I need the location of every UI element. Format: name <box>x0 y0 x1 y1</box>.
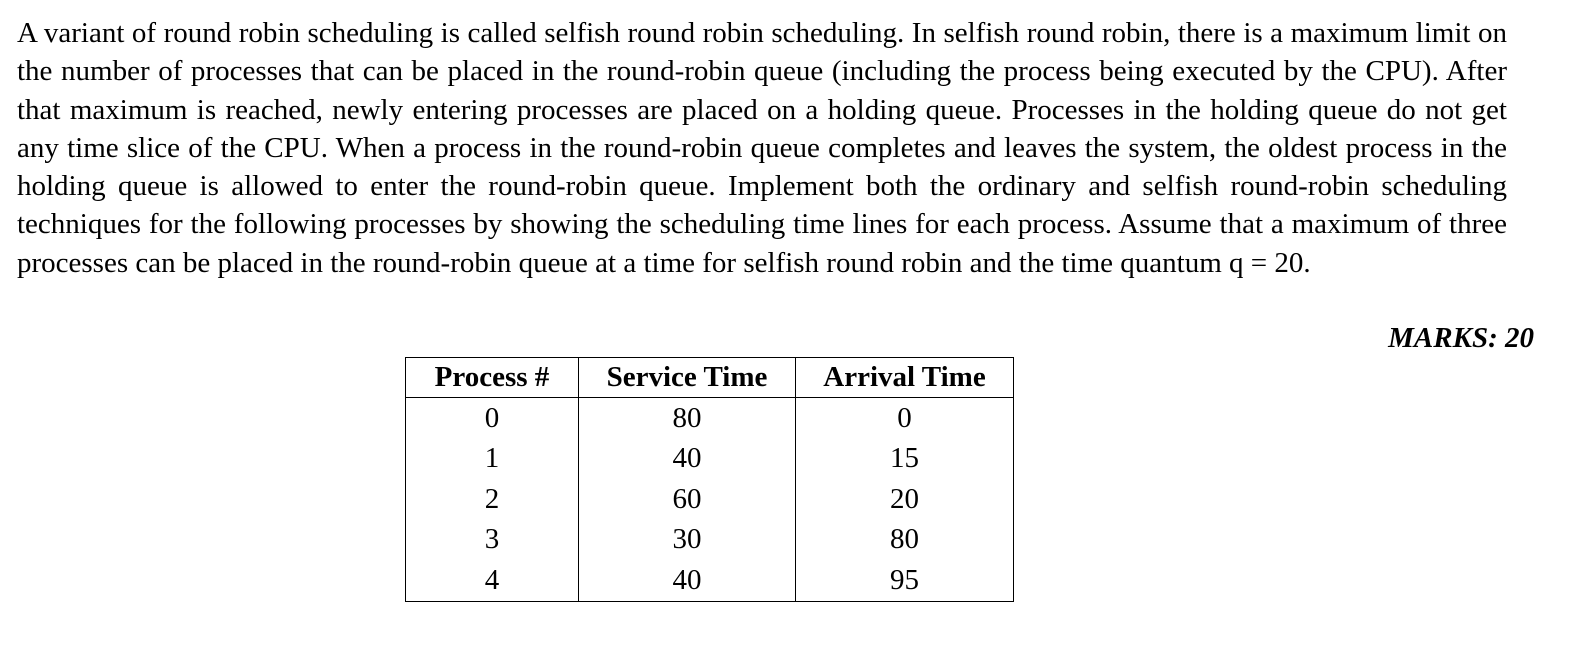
cell-arrival-time: 0 <box>796 398 1014 439</box>
cell-arrival-time: 95 <box>796 560 1014 601</box>
cell-arrival-time: 20 <box>796 479 1014 520</box>
cell-service-time: 40 <box>579 560 796 601</box>
cell-process-number: 0 <box>406 398 579 439</box>
cell-process-number: 1 <box>406 439 579 480</box>
header-arrival-time: Arrival Time <box>796 358 1014 398</box>
cell-service-time: 40 <box>579 439 796 480</box>
header-process-number: Process # <box>406 358 579 398</box>
cell-process-number: 2 <box>406 479 579 520</box>
table-row <box>406 520 1014 561</box>
table-header-row <box>406 358 1014 398</box>
cell-arrival-time: 15 <box>796 439 1014 480</box>
cell-service-time: 30 <box>579 520 796 561</box>
table-row <box>406 479 1014 520</box>
table-row <box>406 398 1014 439</box>
cell-service-time: 60 <box>579 479 796 520</box>
marks-label: MARKS: 20 <box>1388 322 1534 354</box>
question-text: A variant of round robin scheduling is called selfish round robin scheduling. In selfish round robin, there is a maximum limit on the number of processes that can be placed in the round-robin queue (including the process being executed by the CPU). After that maximum is reached, newly entering processes are placed on a holding queue. Processes in the holding queue do not get any time slice of the CPU. When a process in the round-robin queue completes and leaves the system, the oldest process in the holding queue is allowed to enter the round-robin queue. Implement both the ordinary and selfish round-robin scheduling techniques for the following processes by showing the scheduling time lines for each process. Assume that a maximum of three processes can be placed in the round-robin queue at a time for selfish round robin and the time quantum q = 20. <box>17 17 1507 279</box>
cell-process-number: 3 <box>406 520 579 561</box>
cell-service-time: 80 <box>579 398 796 439</box>
table-row <box>406 560 1014 601</box>
cell-process-number: 4 <box>406 560 579 601</box>
header-service-time: Service Time <box>579 358 796 398</box>
cell-arrival-time: 80 <box>796 520 1014 561</box>
table-row <box>406 439 1014 480</box>
process-table <box>405 357 1014 602</box>
